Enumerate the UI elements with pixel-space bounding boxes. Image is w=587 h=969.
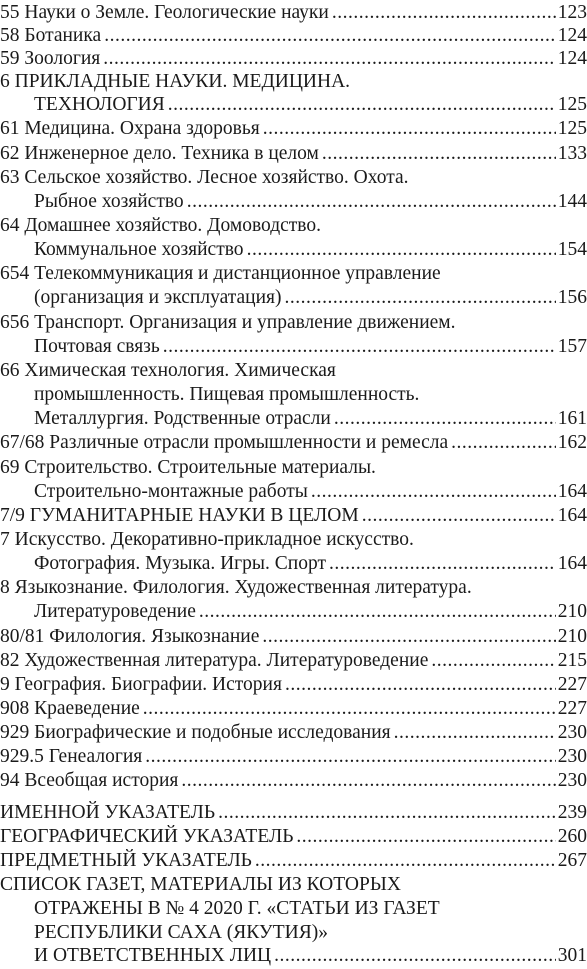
- toc-entry-title: ГЕОГРАФИЧЕСКИЙ УКАЗАТЕЛЬ: [0, 826, 294, 847]
- dot-leader: [274, 943, 556, 969]
- toc-page-number: 210: [557, 626, 587, 647]
- dot-leader: [394, 720, 556, 746]
- toc-section-heading: [0, 800, 587, 826]
- toc-page-number: 164: [557, 505, 587, 526]
- toc-entry: [0, 672, 587, 698]
- toc-entry-title: Металлургия. Родственные отрасли: [34, 408, 331, 429]
- toc-entry-continuation: [0, 551, 587, 577]
- toc-entry: [0, 455, 587, 481]
- toc-entry-continuation: [0, 382, 587, 408]
- toc-entry: [0, 358, 587, 384]
- toc-entry-title: СПИСОК ГАЗЕТ, МАТЕРИАЛЫ ИЗ КОТОРЫХ: [0, 874, 401, 895]
- toc-page-number: 260: [557, 826, 587, 847]
- toc-entry-title: 69 Строительство. Строительные материалы.: [0, 457, 376, 478]
- toc-entry-title: Фотография. Музыка. Игры. Спорт: [34, 553, 326, 574]
- toc-page-number: 230: [557, 746, 587, 767]
- toc-page-number: 230: [557, 722, 587, 743]
- toc-page-number: 227: [557, 698, 587, 719]
- toc-section-heading: [0, 872, 587, 898]
- toc-entry-continuation: [0, 943, 587, 969]
- dot-leader: [285, 672, 556, 698]
- toc-entry-title: 8 Языкознание. Филология. Художественная литература.: [0, 577, 472, 598]
- dot-leader: [334, 406, 556, 432]
- toc-page-number: 210: [557, 601, 587, 622]
- toc-page-number: 215: [557, 650, 587, 671]
- toc-entry-title: 80/81 Филология. Языкознание: [0, 626, 260, 647]
- toc-entry-continuation: [0, 406, 587, 432]
- toc-entry: [0, 310, 587, 336]
- toc-page-number: 124: [557, 25, 587, 46]
- dot-leader: [199, 599, 556, 625]
- toc-page-number: 156: [557, 287, 587, 308]
- dot-leader: [181, 768, 555, 794]
- dot-leader: [431, 648, 555, 674]
- toc-entry-title: 929.5 Генеалогия: [0, 746, 143, 767]
- dot-leader: [362, 503, 556, 529]
- toc-page-number: 164: [557, 553, 587, 574]
- toc-page-number: 301: [557, 945, 587, 966]
- toc-entry-title: Строительно-монтажные работы: [34, 481, 308, 502]
- toc-entry-title: 59 Зоология: [0, 48, 101, 69]
- toc-entry-title: 58 Ботаника: [0, 25, 102, 46]
- toc-entry: [0, 261, 587, 287]
- toc-entry-title: 66 Химическая технология. Химическая: [0, 360, 336, 381]
- toc-page-number: 123: [557, 2, 587, 23]
- toc-page-number: 161: [557, 408, 587, 429]
- dot-leader: [247, 237, 556, 263]
- toc-section-heading: [0, 848, 587, 874]
- toc-entry-title: ОТРАЖЕНЫ В № 4 2020 Г. «СТАТЬИ ИЗ ГАЗЕТ: [34, 898, 440, 919]
- toc-page-number: 164: [557, 481, 587, 502]
- toc-entry-title: Почтовая связь: [34, 336, 160, 357]
- toc-entry-title: 6 ПРИКЛАДНЫЕ НАУКИ. МЕДИЦИНА.: [0, 71, 351, 92]
- toc-entry-title: 929 Биографические и подобные исследования: [0, 722, 391, 743]
- toc-entry-title: 64 Домашнее хозяйство. Домоводство.: [0, 215, 321, 236]
- toc-entry: [0, 696, 587, 722]
- toc-entry: [0, 768, 587, 794]
- dot-leader: [263, 116, 556, 142]
- toc-entry-title: промышленность. Пищевая промышленность.: [34, 384, 420, 405]
- dot-leader: [262, 624, 555, 650]
- toc-entry-title: 94 Всеобщая история: [0, 770, 179, 791]
- toc-entry-title: 55 Науки о Земле. Геологические науки: [0, 2, 329, 23]
- dot-leader: [451, 430, 556, 456]
- dot-leader: [163, 334, 556, 360]
- dot-leader: [329, 551, 556, 577]
- toc-entry-title: 7 Искусство. Декоративно-прикладное искусство.: [0, 529, 414, 550]
- toc-entry-continuation: [0, 189, 587, 215]
- toc-page-number: 162: [557, 432, 587, 453]
- toc-entry-title: 656 Транспорт. Организация и управление движением.: [0, 312, 456, 333]
- toc-page-number: 239: [557, 802, 587, 823]
- toc-page-number: 157: [557, 336, 587, 357]
- toc-page-number: 230: [557, 770, 587, 791]
- toc-entry: [0, 720, 587, 746]
- toc-entry-title: 7/9 ГУМАНИТАРНЫЕ НАУКИ В ЦЕЛОМ: [0, 505, 359, 526]
- toc-entry: [0, 116, 587, 142]
- toc-section-heading: [0, 503, 587, 529]
- dot-leader: [311, 479, 556, 505]
- toc-entry-title: 62 Инженерное дело. Техника в целом: [0, 143, 319, 164]
- toc-entry-title: Литературоведение: [34, 601, 196, 622]
- toc-entry-continuation: [0, 237, 587, 263]
- toc-section-heading: [0, 824, 587, 850]
- toc-entry-title: ИМЕННОЙ УКАЗАТЕЛЬ: [0, 802, 216, 823]
- dot-leader: [143, 696, 556, 722]
- toc-entry-continuation: [0, 896, 587, 922]
- toc-entry-title: РЕСПУБЛИКИ САХА (ЯКУТИЯ)»: [34, 922, 328, 943]
- toc-entry: [0, 648, 587, 674]
- dot-leader: [296, 824, 555, 850]
- toc-entry: [0, 165, 587, 191]
- toc-page-number: 267: [557, 850, 587, 871]
- dot-leader: [145, 744, 556, 770]
- toc-entry-title: 654 Телекоммуникация и дистанционное управление: [0, 263, 441, 284]
- toc-entry: [0, 527, 587, 553]
- toc-entry: [0, 213, 587, 239]
- toc-page-number: 124: [557, 48, 587, 69]
- dot-leader: [255, 848, 556, 874]
- toc-entry: [0, 744, 587, 770]
- toc-entry-continuation: [0, 479, 587, 505]
- toc-page-number: 154: [557, 239, 587, 260]
- toc-entry-title: И ОТВЕТСТВЕННЫХ ЛИЦ: [34, 945, 272, 966]
- dot-leader: [218, 800, 556, 826]
- toc-entry-title: 67/68 Различные отрасли промышленности и ремесла: [0, 432, 449, 453]
- toc-entry: [0, 624, 587, 650]
- dot-leader: [187, 189, 556, 215]
- toc-entry-continuation: [0, 285, 587, 311]
- toc-entry-title: 908 Краеведение: [0, 698, 140, 719]
- toc-page-number: 125: [557, 94, 587, 115]
- toc-page-number: 133: [557, 143, 587, 164]
- toc-entry-title: 82 Художественная литература. Литературоведение: [0, 650, 429, 671]
- toc-page-number: 144: [557, 191, 587, 212]
- dot-leader: [168, 92, 556, 118]
- toc-entry-title: Коммунальное хозяйство: [34, 239, 244, 260]
- toc-entry-title: (организация и эксплуатация): [34, 287, 282, 308]
- toc-entry-continuation: [0, 334, 587, 360]
- toc-entry: [0, 575, 587, 601]
- toc-entry-continuation: [0, 599, 587, 625]
- toc-page-number: 227: [557, 674, 587, 695]
- toc-entry: [0, 430, 587, 456]
- toc-entry-title: 61 Медицина. Охрана здоровья: [0, 118, 260, 139]
- dot-leader: [284, 285, 555, 311]
- dot-leader: [322, 141, 556, 167]
- toc-entry-title: Рыбное хозяйство: [34, 191, 184, 212]
- toc-entry-title: ПРЕДМЕТНЫЙ УКАЗАТЕЛЬ: [0, 850, 252, 871]
- toc-page-number: 125: [557, 118, 587, 139]
- toc-entry: [0, 141, 587, 167]
- toc-entry-title: 63 Сельское хозяйство. Лесное хозяйство. Охота.: [0, 167, 409, 188]
- toc-entry-continuation: [0, 92, 587, 118]
- toc-entry-title: 9 География. Биографии. История: [0, 674, 282, 695]
- toc-entry-title: ТЕХНОЛОГИЯ: [34, 94, 165, 115]
